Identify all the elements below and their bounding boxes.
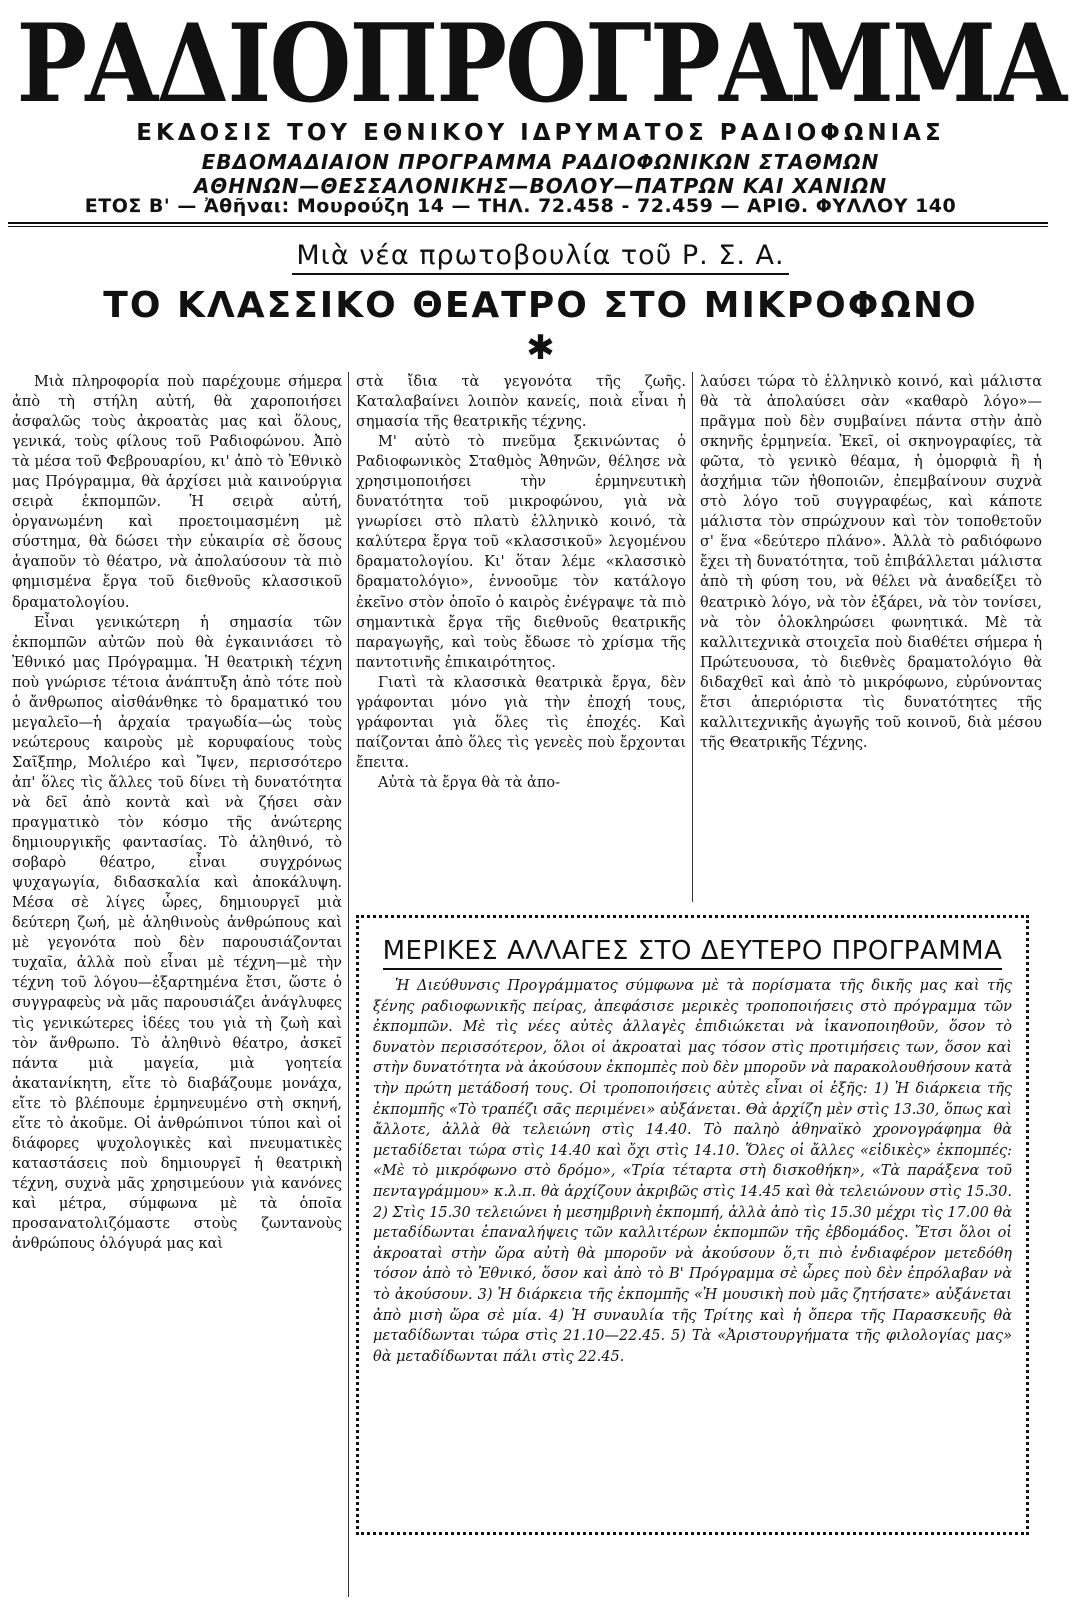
notice-title xyxy=(373,936,1012,966)
paragraph: Γιατὶ τὰ κλασσικὰ θεατρικὰ ἔργα, δὲν γράφονται μόνο γιὰ τὴν ἐποχή τους, γράφονται γιὰ ὅλες τὶς ἐποχές. Καὶ παίζονται ἀπὸ ὅλες τὶς γενεὲς ποὺ ἔρχονται ἔπειτα. xyxy=(356,674,686,771)
subtitle-line-1: ΕΒΔΟΜΑΔΙΑΙΟΝ ΠΡΟΓΡΑΜΜΑ ΡΑΔΙΟΦΩΝΙΚΩΝ ΣΤΑΘΜΩΝ xyxy=(201,150,880,174)
header-rule xyxy=(8,222,1048,224)
notice-box xyxy=(356,915,1029,1535)
notice-title-text: ΜΕΡΙΚΕΣ ΑΛΛΑΓΕΣ ΣΤΟ ΔΕΥΤΕΡΟ ΠΡΟΓΡΑΜΜΑ xyxy=(383,936,1003,970)
paragraph: λαύσει τώρα τὸ ἑλληνικὸ κοινό, καὶ μάλιστα θὰ τὰ ἀπολαύσει σὰν «καθαρὸ λόγο»— πρᾶγμα ποὺ δὲν συμβαίνει πάντα στὴν ἀπὸ σκηνῆς ἑρμηνεία. Ἐκεῖ, οἱ σκηνογραφίες, τὰ φῶτα, τὸ γενικὸ θέαμα, ἡ ὀμορφιὰ ἢ ἡ ἀσχήμια τῶν ἠθοποιῶν, ἐπεμβαίνουν συχνὰ στὸ λόγο τοῦ συγγραφέως, καὶ κάποτε μάλιστα τὸν σπρώχνουν καὶ τὸν τοποθετοῦν σ' ἕνα «δεύτερο πλάνο». Ἀλλὰ τὸ ραδιόφωνο ἔχει τὴ δυνατότητα, τοῦ ἐπιβάλλεται μάλιστα ἀπὸ τὴ φύση του, νὰ θέλει νὰ ἀναδείξει τὸ θεατρικὸ λόγο, νὰ τὸν ἐξάρει, νὰ τὸν τονίσει, νὰ τὸν ὁλοκληρώσει φωνητικά. Μὲ τὰ καλλιτεχνικὰ στοιχεῖα ποὺ διαθέτει σήμερα ἡ Πρώτευουσα, τὸ διεθνὲς δραματολόγιο θὰ διδαχθεῖ καὶ ἀπὸ τὸ μικρόφωνο, εὐρύνοντας ἔτσι ἀπεριόριστα τὶς δυνατότητες τῆς καλλιτεχνικῆς ἀγωγῆς τοῦ κοινοῦ, διὰ μέσου τῆς Θεατρικῆς Τέχνης. xyxy=(700,374,1042,751)
article-kicker-text: Μιὰ νέα πρωτοβουλία τοῦ Ρ. Σ. Α. xyxy=(292,240,788,275)
issue-line: ΕΤΟΣ Β' — Ἀθῆναι: Μουρούζη 14 — ΤΗΛ. 72.458 - 72.459 — ΑΡΙΘ. ΦΥΛΛΟΥ 140 xyxy=(84,195,957,217)
publisher-line: ΕΚΔΟΣΙΣ ΤΟΥ ΕΘΝΙΚΟΥ ΙΔΡΥΜΑΤΟΣ ΡΑΔΙΟΦΩΝΙΑΣ xyxy=(136,120,945,146)
header-rule-thin xyxy=(8,226,1048,227)
article-column-1 xyxy=(12,372,342,1602)
article-column-2 xyxy=(356,372,686,902)
masthead-title: ΡΑΔΙΟΠΡΟΓΡΑΜΜΑ xyxy=(16,0,1065,127)
paragraph: Μιὰ πληροφορία ποὺ παρέχουμε σήμερα ἀπὸ τὴ στήλη αὐτή, θὰ χαροποιήσει ἀσφαλῶς τοὺς ἀκροατὰς μας καὶ ὅλους, γενικά, τοὺς φίλους τοῦ Ραδιοφώνου. Ἀπὸ τὰ μέσα τοῦ Φεβρουαρίου, κι' ἀπὸ τὸ Ἐθνικὸ μας Πρόγραμμα, θὰ ἀρχίσει μιὰ καινούργια σειρὰ ἐκπομπῶν. Ἡ σειρὰ αὐτή, ὀργανωμένη καὶ προετοιμασμένη μὲ σύστημα, θὰ δώσει τὴν εὐκαιρία σὲ ὅσους ἀγαποῦν τὸ θέατρο, νὰ ἀπολαύσουν τὰ πιὸ φημισμένα ἔργα τοῦ διεθνοῦς κλασσικοῦ δραματολογίου. xyxy=(12,374,342,611)
paragraph: Μ' αὐτὸ τὸ πνεῦμα ξεκινώντας ὁ Ραδιοφωνικὸς Σταθμὸς Ἀθηνῶν, θέλησε νὰ χρησιμοποιήσει τὴν ἑρμηνευτικὴ δυνατότητα τοῦ μικροφώνου, γιὰ νὰ γνωρίσει στὸ πλατὺ ἑλληνικὸ κοινό, τὰ καλύτερα ἔργα τοῦ «κλασσικοῦ» λεγομένου δραματολογίου. Κι' ὅταν λέμε «κλασσικὸ δραματολόγιο», ἐννοοῦμε τὸν κατάλογο ἐκεῖνο στὸν ὁποῖο ὁ καιρὸς ἐνέγραψε τὰ πιὸ σημαντικὰ ἔργα τῆς διεθνοῦς θεατρικῆς παραγωγῆς, καὶ τοὺς ἔδωσε τὸ χρίσμα τῆς παντοτινῆς ἐπικαιρότητος. xyxy=(356,434,686,671)
column-divider xyxy=(348,372,349,1597)
column-divider xyxy=(692,372,693,902)
masthead xyxy=(0,0,1081,125)
article-kicker xyxy=(0,240,1081,271)
article-headline: ΤΟ ΚΛΑΣΣΙΚΟ ΘΕΑΤΡΟ ΣΤΟ ΜΙΚΡΟΦΩΝΟ xyxy=(103,285,978,326)
article-column-3 xyxy=(700,372,1042,902)
notice-text: Ἡ Διεύθυνσις Προγράμματος σύμφωνα μὲ τὰ πορίσματα τῆς δικῆς μας καὶ τῆς ξένης ραδιοφωνικῆς πείρας, ἀπεφάσισε μερικὲς τροποποιήσεις στὸ πρόγραμμα τῶν ἐκπομπῶν. Μὲ τὶς νέες αὐτὲς ἀλλαγὲς ἐπιδιώκεται νὰ ἱκανοποιηθοῦν, ὅσον τὸ δυνατὸν περισσότερον, ὅλοι οἱ ἀκροαταὶ μας τόσον στὶς προτιμήσεις των, ὅσον καὶ στὴν δυνατότητα νὰ ἀκούσουν ἐκπομπὲς ποὺ δὲν μποροῦν νὰ παρακολουθήσουν κατὰ τὴν πρώτη μετάδοσή τους. Οἱ τροποποιήσεις αὐτὲς εἶναι οἱ ἑξῆς: 1) Ἡ διάρκεια τῆς ἐκπομπῆς «Τὸ τραπέζι σᾶς περιμένει» αὐξάνεται. Θὰ ἀρχίζη μὲν στὶς 13.30, ὅπως καὶ ἄλλοτε, ἀλλὰ θὰ τελειώνη στὶς 14.40. Τὸ παληὸ ἀθηναϊκὸ χρονογράφημα θὰ μεταδίδεται τώρα στὶς 14.40 καὶ ὄχι στὶς 14.10. Ὅλες οἱ ἄλλες «εἰδικὲς» ἐκπομπές: «Μὲ τὸ μικρόφωνο στὸ δρόμο», «Τρία τέταρτα στὴ δισκοθήκη», «Τὰ παράξενα τοῦ πενταγράμμου» κ.λ.π. θὰ ἀρχίζουν ἀκριβῶς στὶς 14.45 καὶ θὰ τελειώνουν στὶς 15.30. 2) Στὶς 15.30 τελειώνει ἡ μεσημβρινὴ ἐκπομπή, ἀλλὰ ἀπὸ τὶς 15.30 μέχρι τὶς 17.00 θὰ μεταδίδωνται ἐπαναλήψεις τῶν καλλιτέρων ἐκπομπῶν τῆς ἑβδομάδος. Ἔτσι ὅλοι οἱ ἀκροαταὶ στὴν ὥρα αὐτὴ θὰ μποροῦν νὰ ἀκούσουν ὅ,τι πιὸ ἐνδιαφέρον μετεδόθη τόσον ἀπὸ τὸ Ἐθνικό, ὅσον καὶ ἀπὸ τὸ Β' Πρόγραμμα σὲ ὧρες ποὺ δὲν ἐπρόλαβαν νὰ τὸ ἀκούσουν. 3) Ἡ διάρκεια τῆς ἐκπομπῆς «Ἡ μουσικὴ ποὺ μᾶς ζητήσατε» αὐξάνεται ἀπὸ μισὴ ὥρα σὲ μία. 4) Ἡ συναυλία τῆς Τρίτης καὶ ἡ ὄπερα τῆς Παρασκευῆς θὰ μεταδίδωνται τώρα στὶς 21.10—22.45. 5) Τὰ «Ἀριστουργήματα τῆς φιλολογίας μας» θὰ μεταδίδωνται πάλι στὶς 22.45. xyxy=(373,978,1012,1365)
star-ornament: ✱ xyxy=(526,328,555,368)
subtitle-line-2: ΑΘΗΝΩΝ—ΘΕΣΣΑΛΟΝΙΚΗΣ—ΒΟΛΟΥ—ΠΑΤΡΩΝ ΚΑΙ ΧΑΝΙΩΝ xyxy=(193,174,888,198)
paragraph: Εἶναι γενικώτερη ἡ σημασία τῶν ἐκπομπῶν αὐτῶν ποὺ θὰ ἐγκαινιάσει τὸ Ἐθνικό μας Πρόγραμμα. Ἡ θεατρικὴ τέχνη ποὺ γνώρισε τέτοια ἀνάπτυξη ἀπὸ τότε ποὺ ὁ ἄνθρωπος αἰσθάνθηκε τὸ δραματικό του μεγαλεῖο—ἡ ἀρχαία τραγωδία—ὡς τοὺς νεώτερους καιροὺς μὲ κορυφαίους τοὺς Σαῖξπηρ, Μολιέρο καὶ Ἴψεν, περισσότερο ἀπ' ὅλες τὶς ἄλλες τοῦ δίνει τὴ δυνατότητα νὰ δεῖ ἀπὸ κοντὰ καὶ νὰ ζήσει σὰν πραγματικὸ τὸν κόσμο τῆς ἀνώτερης δημιουργικῆς φαντασίας. Τὸ ἀληθινό, τὸ σοβαρὸ θέατρο, εἶναι συγχρόνως ψυχαγωγία, διδασκαλία καὶ ἀποκάλυψη. Μέσα σὲ λίγες ὧρες, δημιουργεῖ μιὰ δεύτερη ζωή, μὲ ἀληθινοὺς ἀνθρώπους καὶ μὲ γεγονότα ποὺ δὲν παρουσιάζονται τυχαῖα, ἀλλὰ ποὺ εἶναι μὲ τέχνη—μὲ τὴν τέχνη τοῦ λόγου—ἐξαρτημένα ἔτσι, ὥστε ὁ συγγραφεὺς νὰ μᾶς παρουσιάζει ἀνάγλυφες τὶς γενικώτερες ἰδέες του γιὰ τὴ ζωὴ καὶ τὸν ἄνθρωπο. Τὸ ἀληθινὸ θέατρο, ἀσκεῖ πάντα μιὰ μαγεία, μιὰ γοητεία ἀκατανίκητη, εἴτε τὸ διαβάζουμε μονάχα, εἴτε τὸ βλέπουμε ἑρμηνευμένο στὴ σκηνή, εἴτε τὸ ἀκοῦμε. Οἱ ἀνθρώπινοι τύποι καὶ οἱ διάφορες ψυχολογικὲς καὶ πνευματικὲς καταστάσεις ποὺ δημιουργεῖ ἡ θεατρικὴ τέχνη, συχνὰ μᾶς χρησιμεύουν γιὰ κανόνες καὶ μέτρα, σύμφωνα μὲ τὰ ὁποῖα προσανατολιζόμαστε στοὺς ζωντανοὺς ἀνθρώπους ὁλόγυρά μας καὶ xyxy=(12,614,342,1253)
paragraph: Αὐτὰ τὰ ἔργα θὰ τὰ ἀπο- xyxy=(378,774,561,791)
paragraph: στὰ ἴδια τὰ γεγονότα τῆς ζωῆς. Καταλαβαίνει λοιπὸν κανείς, ποιὰ εἶναι ἡ σημασία τῆς θεατρικῆς τέχνης. xyxy=(356,374,686,431)
